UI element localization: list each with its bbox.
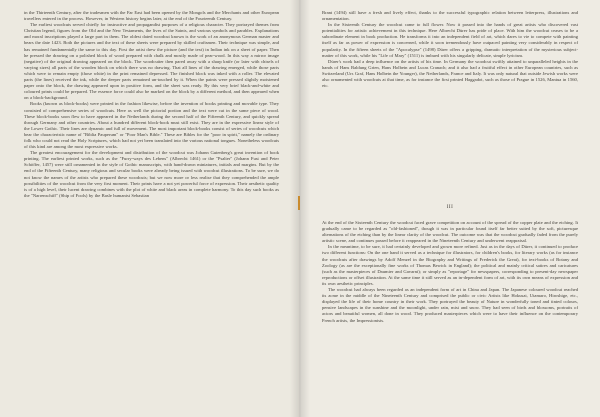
paragraph: In the meantime, to be sure, it had certainly developed and grown more refined. Just as in the days of Dürer, it continued to produce two different functions: On the one hand it served as a technique for illustrators, for children's books, for literary works (as for instance the woodcuts after drawings by Adolf Menzel in the Biography and Writings of Frederick the Great), for text-books of Botany and Zoology (as are the exceptionally fine works of Thomas Bewick in England); the political and mainly critical satires and caricatures (such as the masterpieces of Daumier and Gavarni); or simply as "reportage" for newspapers, corresponding to present-day newspaper reproductions or offset illustration. At the same time it still served as an in-dependent form of art, with its own means of expression and its own aesthetic principles.	[322, 244, 578, 286]
section-number: III	[446, 205, 454, 210]
paragraph: In the Sixteenth Century the woodcut came to full flower. Now it passed into the hands of great artists who discovered vast potentialities for artistic achievement in this technique. Here Albrecht Dürer has pride of place. With him the woodcut ceases to be a subordinate element in book production. He transforms it into an independent field of art, which dares to vie to compete with painting itself as far as power of expression is concerned, while it soon tremendously have outpaced painting very considerably in respect of popularity. In the fifteen sheets of the "Apocalypse" (1498) Dürer offers a gripping, dramatic interpretation of the mysterious subject-matter of this work, while his "Life of Mary" (1511) is imbued with his singularly delicate, simple lyricism.	[322, 22, 578, 58]
paragraph: Dürer's work had a deep influence on the artists of his time. In Germany the woodcut swiftly attained to unparalleled heights in the hands of Hans Baldung Grien, Hans Holbein and Lucas Cranach; and it also had a fruitful effect in other European countries, such as Switzerland (Urs Graf, Hans Holbein the Younger), the Netherlands, France and Italy. It was only natural that outside Jewish works were also ornamented with woodcuts at that time, as for instance the first printed Haggadot, such as those of Prague in 1526, Mantua in 1560, etc.	[322, 58, 578, 89]
paragraph: The woodcut had always been regarded as an independent form of art in China and Japan. The Japanese coloured woodcut reached its acme in the middle of the Nineteenth Century and comprised the public or civic Artists like Hokusai, Utamaro, Hiroshige, etc., displayed the life of their home country in their work. They portrayed the beauty of Nature in wonderfully toned and tinted colours, pensive landscapes in the sunshine and the moonlight, under rain, mist and snow. They had seen of birds and blossoms, portraits of actors and beautiful women, all done in wood. They produced masterpieces which were to have their influence on the contemporary French artists, the Impressionists.	[322, 287, 578, 323]
paragraph: in the Thirteenth Century, after the tradesmen with the Far East had been opened by the Mongols and the Merchants and other European travellers entered in the process. However, in Western history begins later, at the end of the Fourteenth Century.	[24, 10, 279, 22]
right-page-lower-text	[322, 220, 578, 324]
left-page-text	[24, 10, 279, 199]
paragraph: Brant (1494) still have a fresh and lively effect, thanks to the successful typographic relation between letterpress, illustrations and ornamentation.	[322, 10, 578, 22]
paragraph: At the end of the Sixteenth Century the woodcut faced grave competition on account of the spread of the copper plate and the etching. It gradually came to be regarded as "old-fashioned", though it was in particular found itself far better suited by the soft, picturesque alternations of the etching than by the linear clarity of the woodcut. The outcome was that the woodcut gradually faded from the purely artistic scene, and continues passed before it reappeared in the Nineteenth Century and underwent reappraisal.	[322, 220, 578, 244]
paragraph: The greatest encouragement for the development and distribution of the woodcut was Johann Gutenberg's great invention of book printing. The earliest printed works, such as the "Furry-ways des Lebens" (Albrecht 1461) or the "Psalter" (Johann Fust and Peter Schöffer, 1457) were still ornamented in the style of Gothic manuscripts, with hand-drawn miniatures, initials and margins. But by the end of the Fifteenth Century, many religious and secular books were already being issued with woodcut illustrations. To be sure, we do not know the names of the artists who prepared these woodcuts; but we now more or less realise that they comprehended the ample possibilities of the woodcut from the very first moment. Their prints have a not yet powerful force of expression. Their aesthetic quality is of a high level, their lucent drawing combines with the plot of white and black areas in complete harmony. To this day such books as the "Narrenschiff" (Ship of Fools) by the Basle humanist Sebastian	[24, 150, 279, 198]
bookmark-ribbon	[298, 196, 300, 210]
right-page-upper-text	[322, 10, 578, 89]
paragraph: Books (known as block-books) were printed in the fashion likewise, before the invention of books printing and movable type. They consisted of comprehensive series of woodcuts. Here as well the pictorial portion and the text were cut in the same piece of wood. These block-books soon flew to have appeared in the Netherlands during the second half of the Fifteenth Century, and quickly spread through Germany and other countries. About a hundred different block-book must still exist. They are in the expressive linear style of the Lower Gothic. Their lines are dynamic and full of movement. The most important block-books consist of series of woodcuts which bear the characteristic name of "Biblia Pauperum" or "Poor Man's Bible." These are Bibles for the "poor in spirit," namely the ordinary folk who could not read the Holy Scriptures, which had not yet been translated into the various national tongues. Nonetheless woodcuts of this kind are among the most expressive works.	[24, 101, 279, 150]
right-page	[300, 0, 600, 417]
paragraph: The earliest woodcuts served chiefly for instructive and propagandist purposes of a religious character. They portrayed themes from Christian legend, figures from the Old and the New Testaments, the lives of the Saints, and various symbols and parables. Explanations and moral inscriptions played a large part in them. The oldest dated woodcut known is the work of an anonymous German master and bears the date 1423. Both the pictures and the text of these sheets were prepared by skilled craftsmen. Their technique was simple, and has remained fundamentally the same to this day. First the artist drew the picture (and the text) in Indian ink on a sheet of paper. Then he pressed the drawing on a polished block of wood prepared with chalk and mostly made of pear-wood. In this way a mirror image (negative) of the original drawing appeared on the block. The woodcutter then pared away with a sharp knife (or later with chisels of varying sizes) all parts of the wooden block on which there was no drawing. That all lines of the drawing emerged, while those parts which were to remain empty (those white) in the print remained depressed. The finished block was inked with a roller. The elevated parts (the lines) received the ink, while the deeper parts remained un-touched by it. When the paints were pressed slightly moistened paper onto the block, the drawing appeared upon in positive form, and the sheet was ready. By this very brief black-and-white and coloured prints could be prepared. The essence force could also be marked on the block by a different method, and then appeared when on a block-background.	[24, 22, 279, 101]
